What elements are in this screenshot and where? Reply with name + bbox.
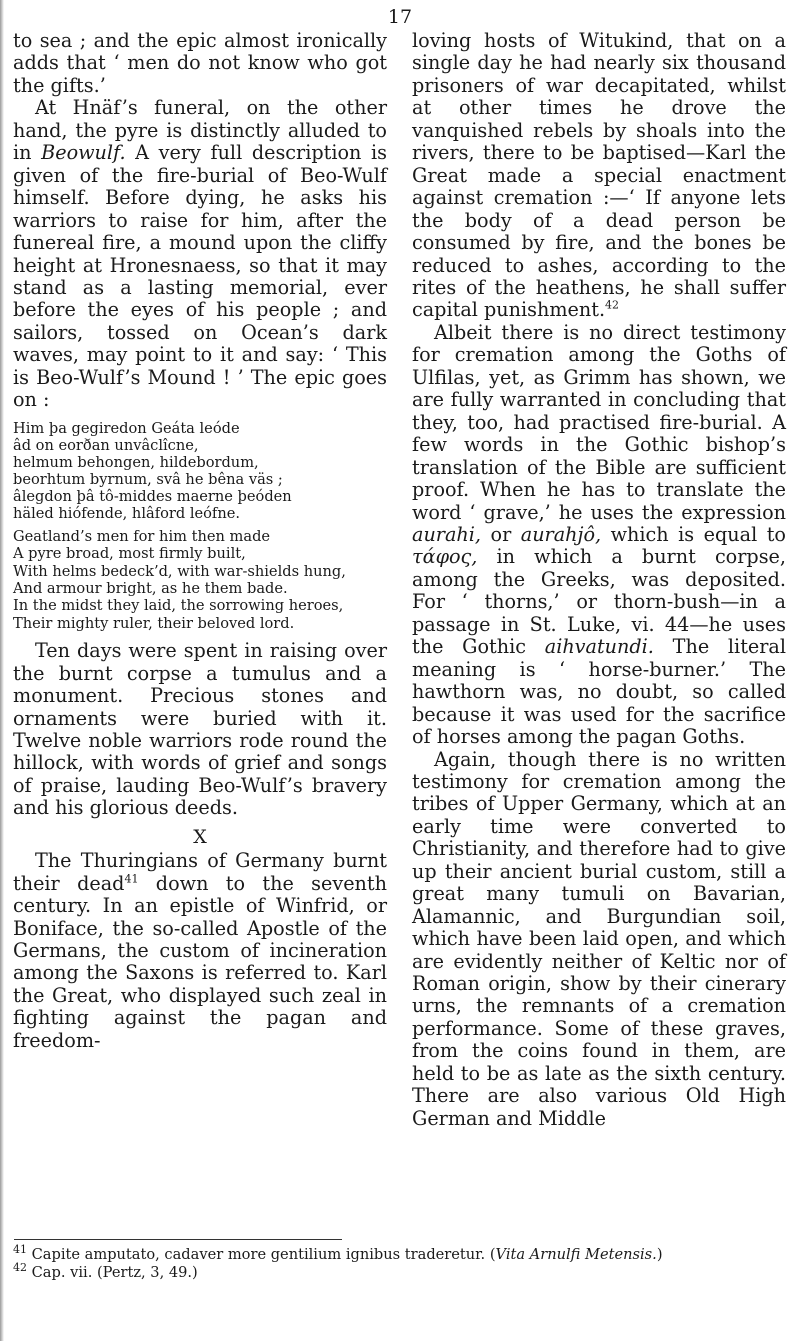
footnote-text: ) [656,1246,663,1263]
text-run: A very full description is given of the fire-burial of Beo-Wulf himself. Before dying, he asks his warriors to raise for him, after the funereal fire, a mound upon the cliffy height at Hronesnaess, so that it may stand as a lasting memorial, ever before the eyes of his people ; and sailors, tossed on Ocean’s dark waves, may point to it and say: ‘ This is Beo-Wulf’s Mound ! ’ The epic goes on : [13,141,387,412]
text-run: The Thuringians of Germany burnt their dead [13,849,387,895]
paragraph: Ten days were spent in raising over the burnt corpse a tumulus and a monument. Precious stones and ornaments were buried with it. Twelve noble warriors rode round the hillock, with words of grief and songs of praise, lauding Beo-Wulf’s bravery and his glorious deeds. [13,639,387,820]
old-english-verse [13,420,387,522]
verse-line: âlegdon þâ tô-middes maerne þeóden [13,487,292,505]
title-beowulf: Beowulf. [41,141,126,165]
verse-line: beorhtum byrnum, svâ he bêna väs ; [13,470,283,488]
translation-line: In the midst they laid, the sorrowing heroes, [13,597,344,615]
verse-line: Him þa gegiredon Geáta leóde [13,419,240,437]
paragraph: Again, though there is no written testimony for cremation among the tribes of Upper Germany, which at an early time were converted to Christianity, and therefore had to give up their ancient burial custom, still a great many tumuli on Bavarian, Alamannic, and Burgundian soil, which have been laid open, and which are evidently neither of Keltic nor of Roman origin, show by their cinerary urns, the remnants of a cremation performance. Some of these graves, from the coins found in them, are held to be as late as the sixth century. There are also various Old High German and Middle [412,747,786,1130]
verse-line: häled hiófende, hlâford leófne. [13,504,241,522]
text-run: or [481,522,521,546]
translation-line: Geatland’s men for him then made [13,527,271,545]
footnote-text: Cap. vii. (Pertz, 3, 49.) [27,1264,198,1281]
text-run: down to the seventh century. In an epistle of Winfrid, or Boniface, the so-called Apostle of the Germans, the custom of incineration among the Saxons is referred to. Karl the Great, who displayed such zeal in fighting against the pagan and freedom- [13,871,387,1052]
gothic-word: aurahi, [412,522,482,546]
translation-line: Their mighty ruler, their beloved lord. [13,614,295,632]
translation-line: A pyre broad, most firmly built, [13,545,246,563]
footnote-number: 41 [13,1243,27,1257]
text-run: in which a burnt corpse, among the Greeks, was deposited. For ‘ thorns,’ or thorn-bush—in a passage in St. Luke, vi. 44—he uses the Gothic [412,545,786,659]
paragraph [13,850,387,1052]
footnote-ref-41[interactable]: 41 [124,872,139,886]
footnote-divider [14,1239,342,1240]
translation-line: And armour bright, as he them bade. [13,579,288,597]
gothic-word: aurahjô, [520,522,602,546]
text-run: The literal meaning is ‘ horse-burner.’ The hawthorn was, no doubt, so called because it was used for the sacrifice of horses among the pagan Goths. [412,635,787,749]
section-heading: X [193,825,207,848]
paragraph [13,97,387,411]
paragraph [412,322,786,749]
text-run: Albeit there is no direct testimony for cremation among the Goths of Ulfilas, yet, as Grimm has shown, we are fully warranted in concluding that they, too, had practised fire-burial. A few words in the Gothic bishop’s translation of the Bible are sufficient proof. When he has to translate the word ‘ grave,’ he uses the expression [412,320,786,524]
verse-line: helmum behongen, hildebordum, [13,453,259,471]
footnote-42 [13,1261,788,1282]
text-run: At Hnäf’s funeral, on the other hand, the pyre is distinctly alluded to in [13,96,387,165]
translation-line: With helms bedeck’d, with war-shields hung, [13,562,346,580]
footnote-text: Capite amputato, cadaver more gentilium ignibus traderetur. ( [27,1246,496,1263]
footnote-number: 42 [13,1261,27,1275]
left-column [13,30,387,1052]
paragraph [412,30,786,322]
footnotes [13,1243,788,1282]
verse-line: âd on eorðan unvâclîcne, [13,436,199,454]
footnote-citation: Vita Arnulfi Metensis. [495,1246,657,1263]
right-column [412,30,786,1130]
paragraph: to sea ; and the epic almost ironically adds that ‘ men do not know who got the gifts.’ [13,29,387,97]
page-gutter-shadow [0,0,4,1341]
text-run: which is equal to [601,522,786,546]
gothic-word: aihvatundi. [544,635,654,659]
verse-translation [13,528,387,632]
footnote-ref-42[interactable]: 42 [605,299,620,313]
greek-word: τάφος, [412,545,478,569]
footnote-41 [13,1243,788,1264]
text-run: loving hosts of Witukind, that on a single day he had nearly six thousand prisoners of war decapitated, whilst at other times he drove the vanquished rebels by shoals into the rivers, there to be baptised—Karl the Great made a special enactment against cremation :—‘ If anyone lets the body of a dead person be consumed by fire, and the bones be reduced to ashes, according to the rites of the heathens, he shall suffer capital punishment. [412,29,786,322]
page-number: 17 [387,6,413,28]
